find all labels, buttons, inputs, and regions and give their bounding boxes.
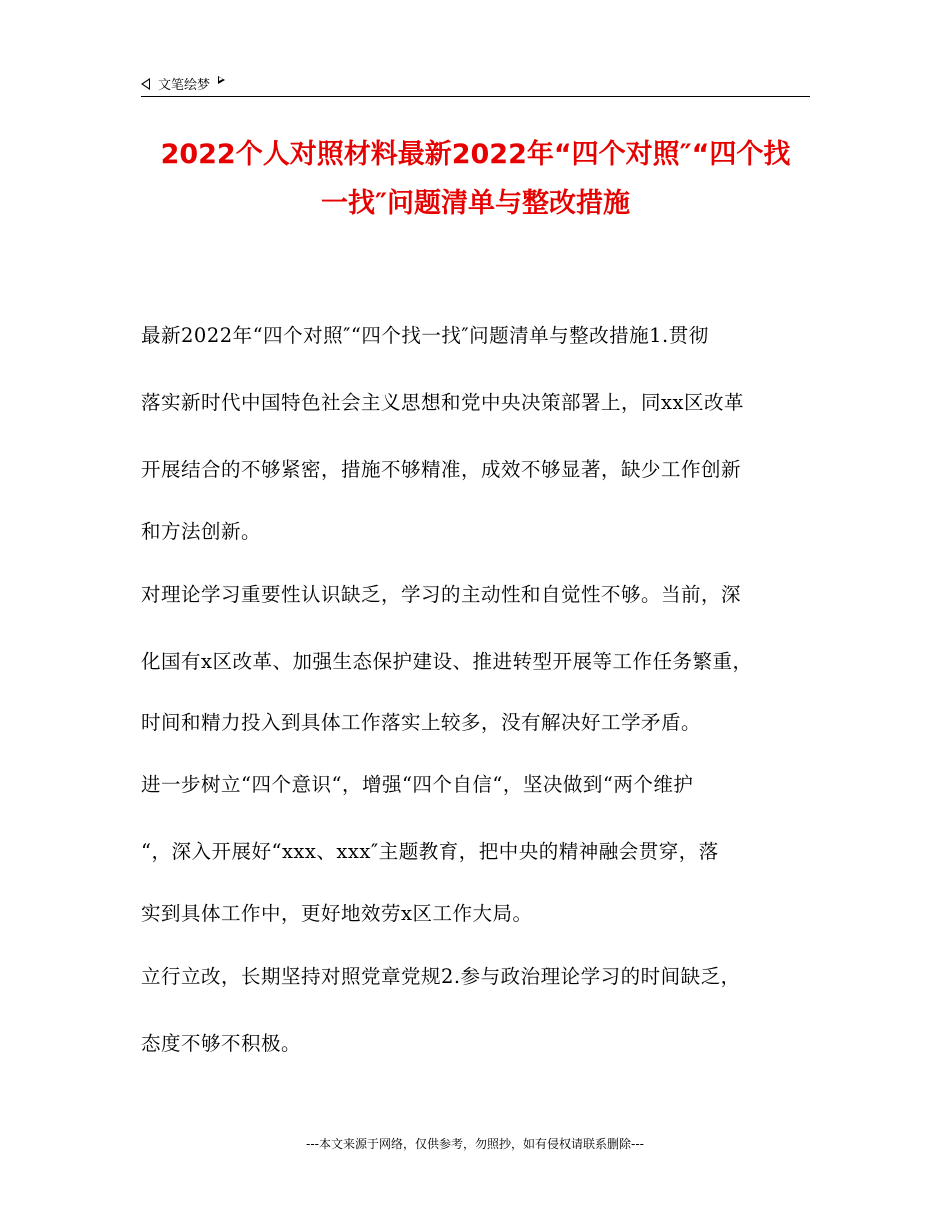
paragraph-line: 落实新时代中国特色社会主义思想和党中央决策部署上，同xx区改革 — [141, 391, 744, 414]
page-header — [141, 72, 810, 97]
paragraph-2 — [141, 561, 813, 751]
paragraph-line: 化国有x区改革、加强生态保护建设、推进转型开展等工作任务繁重， — [141, 650, 753, 673]
title-line-1: 2022个人对照材料最新2022年“四个对照″“四个找 — [160, 139, 791, 170]
title-line-2: 一找″问题清单与整改措施 — [320, 188, 631, 219]
paragraph-3 — [141, 751, 813, 943]
paragraph-line: 和方法创新。 — [141, 520, 262, 543]
paragraph-line: “，深入开展好“xxx、xxx″主题教育，把中央的精神融会贯穿，落 — [141, 840, 719, 863]
triangle-right-icon — [218, 76, 225, 84]
paragraph-line: 立行立改，长期坚持对照党章党规2.参与政治理论学习的时间缺乏， — [141, 965, 741, 988]
header-brand: 文笔绘梦 — [158, 78, 211, 93]
document-body — [141, 302, 813, 1077]
paragraph-line: 进一步树立“四个意识“，增强“四个自信“，坚决做到“两个维护 — [141, 773, 694, 796]
paragraph-line: 时间和精力投入到具体工作落实上较多，没有解决好工学矛盾。 — [141, 711, 702, 734]
paragraph-line: 开展结合的不够紧密，措施不够精准，成效不够显著，缺少工作创新 — [141, 458, 742, 481]
header-brand-group — [141, 74, 225, 93]
paragraph-line: 实到具体工作中，更好地效劳x区工作大局。 — [141, 902, 533, 925]
document-title — [141, 130, 810, 228]
paragraph-1 — [141, 302, 813, 561]
paragraph-line: 最新2022年“四个对照″“四个找一找″问题清单与整改措施1.贯彻 — [141, 324, 709, 347]
page-footer: ---本文来源于网络，仅供参考，勿照抄，如有侵权请联系删除--- — [306, 1137, 644, 1151]
paragraph-line: 对理论学习重要性认识缺乏，学习的主动性和自觉性不够。当前，深 — [141, 583, 742, 606]
paragraph-line: 态度不够不积极。 — [141, 1032, 302, 1055]
paragraph-4 — [141, 943, 813, 1077]
triangle-left-icon — [141, 78, 150, 90]
